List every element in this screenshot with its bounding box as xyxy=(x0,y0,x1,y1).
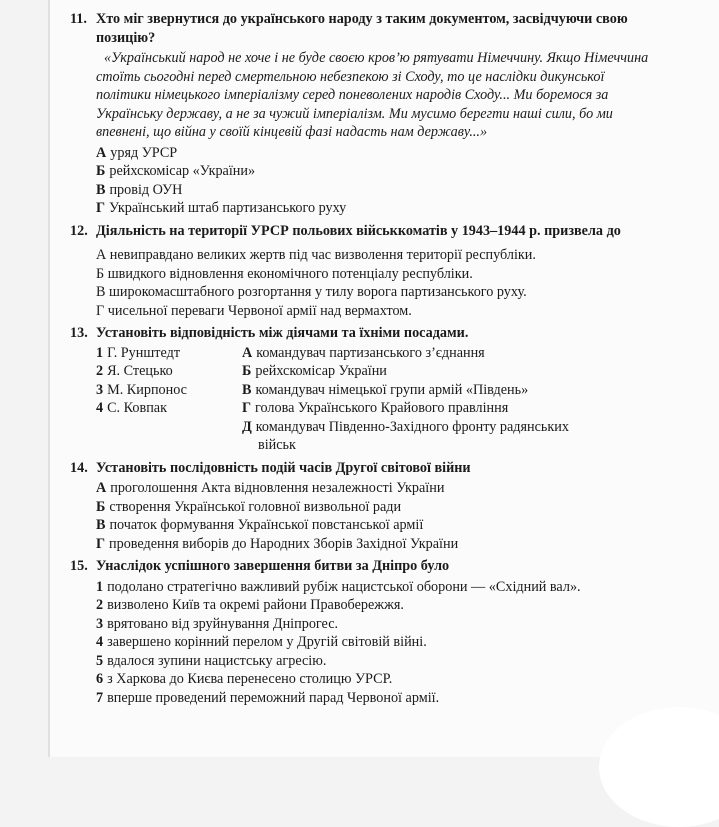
option-text: проголошення Акта відновлення незалежності України xyxy=(110,480,445,497)
post-item[interactable] xyxy=(242,362,642,381)
question-15 xyxy=(70,557,662,707)
option-text: провід ОУН xyxy=(109,181,183,198)
question-11-quote: «Український народ не хоче і не буде своєю кров’ю рятувати Німеччину. Якщо Німеччина стоїть сьогодні перед смертельною небезпекою зі Сходу, то це наслідки дикунської політики німецького імперіалізму серед поневолених народів Сходу... Ми боремося за Українську державу, а не за чужий імперіалізм. Ми мусимо берегти наші сили, бо ми впевнені, що війна у своїй кінцевій фазі надасть нам державу...» xyxy=(96,50,649,141)
option-number: 4 xyxy=(96,634,104,651)
option-letter: А xyxy=(96,144,107,161)
option-text: створення Української головної визвольної ради xyxy=(109,498,402,515)
question-13-title xyxy=(70,324,662,343)
post-text: командувач Південно-Західного фронту радянських xyxy=(255,418,569,435)
question-13 xyxy=(70,324,662,455)
option-letter: А xyxy=(96,480,107,497)
post-letter: Д xyxy=(242,418,252,435)
question-number: 14. xyxy=(70,459,88,476)
option-letter: Б xyxy=(96,498,106,515)
option-g[interactable] xyxy=(96,199,662,218)
option-text: врятовано від зруйнування Дніпрогес. xyxy=(107,615,339,632)
option-1[interactable] xyxy=(96,578,662,597)
question-12 xyxy=(70,222,662,321)
question-11-title xyxy=(70,10,662,47)
question-14 xyxy=(70,459,662,554)
option-2[interactable] xyxy=(96,596,662,615)
person-item[interactable] xyxy=(96,399,242,418)
option-letter: Г xyxy=(96,200,106,217)
question-number: 11. xyxy=(70,11,87,27)
test-questions xyxy=(70,10,662,707)
person-name: Г. Рунштедт xyxy=(107,344,181,361)
post-letter: Г xyxy=(242,400,252,417)
person-name: Я. Стецько xyxy=(107,363,173,380)
option-text: рейхскомісар «України» xyxy=(109,163,256,180)
post-text: рейхскомісар України xyxy=(255,363,387,380)
page-corner-curl xyxy=(599,707,719,827)
option-a[interactable]: А невиправдано великих жертв під час визволення території республіки. xyxy=(96,247,536,264)
person-number: 1 xyxy=(96,344,104,361)
person-item[interactable] xyxy=(96,381,242,400)
option-b[interactable]: Б швидкого відновлення економічного потенціалу республіки. xyxy=(96,265,473,282)
option-b[interactable] xyxy=(96,162,662,181)
option-text: подолано стратегічно важливий рубіж нацистської оборони — «Східний вал». xyxy=(107,578,581,595)
question-text: Установіть відповідність між діячами та їхніми посадами. xyxy=(96,325,469,342)
post-item[interactable] xyxy=(242,381,642,400)
post-item[interactable] xyxy=(242,418,642,437)
option-g[interactable] xyxy=(96,535,662,554)
option-text: вдалося зупини нацистську агресію. xyxy=(107,652,327,669)
option-number: 1 xyxy=(96,578,104,595)
option-letter: Г xyxy=(96,535,106,552)
question-number: 13. xyxy=(70,325,88,342)
question-text: Діяльність на території УРСР польових військкоматів у 1943–1944 р. призвела до xyxy=(96,222,621,239)
question-number: 12. xyxy=(70,222,88,239)
person-item[interactable] xyxy=(96,344,242,363)
option-letter: В xyxy=(96,181,106,198)
option-5[interactable] xyxy=(96,652,662,671)
question-11 xyxy=(70,10,662,218)
post-item[interactable] xyxy=(242,344,642,363)
question-12-options xyxy=(70,246,662,320)
option-text: з Харкова до Києва перенесено столицю УРСР. xyxy=(107,671,393,688)
post-text: командувач німецької групи армій «Південь» xyxy=(255,381,529,398)
post-item[interactable] xyxy=(242,399,642,418)
person-item[interactable] xyxy=(96,362,242,381)
post-item-continuation: військ xyxy=(258,437,296,454)
option-letter: Б xyxy=(96,163,106,180)
post-letter: А xyxy=(242,344,253,361)
option-4[interactable] xyxy=(96,633,662,652)
post-letter: Б xyxy=(242,363,252,380)
option-7[interactable] xyxy=(96,689,662,708)
option-letter: В xyxy=(96,517,106,534)
option-v[interactable] xyxy=(96,516,662,535)
option-v[interactable]: В широкомасштабного розгортання у тилу ворога партизанського руху. xyxy=(96,284,527,301)
matching-grid xyxy=(70,344,662,455)
person-number: 3 xyxy=(96,381,104,398)
question-14-title xyxy=(70,459,662,478)
posts-column xyxy=(242,344,642,455)
person-name: С. Ковпак xyxy=(107,400,167,417)
option-text: початок формування Української повстанської армії xyxy=(109,517,424,534)
option-number: 7 xyxy=(96,689,104,706)
option-text: проведення виборів до Народних Зборів Західної України xyxy=(109,535,459,552)
option-text: Український штаб партизанського руху xyxy=(109,200,347,217)
person-name: М. Кирпонос xyxy=(107,381,187,398)
question-text: Хто міг звернутися до українського народу з таким документом, засвідчуючи свою позицію? xyxy=(96,11,628,46)
option-text: вперше проведений переможний парад Червоної армії. xyxy=(107,689,440,706)
question-11-options xyxy=(70,144,662,218)
option-number: 2 xyxy=(96,597,104,614)
person-number: 2 xyxy=(96,363,104,380)
post-letter: В xyxy=(242,381,252,398)
option-v[interactable] xyxy=(96,181,662,200)
option-number: 6 xyxy=(96,671,104,688)
question-14-options xyxy=(70,479,662,553)
question-15-title xyxy=(70,557,662,576)
question-15-options xyxy=(70,578,662,708)
persons-column xyxy=(96,344,242,455)
option-text: уряд УРСР xyxy=(110,144,178,161)
option-a[interactable] xyxy=(96,479,662,498)
post-text: командувач партизанського з’єднання xyxy=(256,344,485,361)
option-g[interactable]: Г чисельної переваги Червоної армії над вермахтом. xyxy=(96,302,412,319)
option-a[interactable] xyxy=(96,144,662,163)
question-12-title xyxy=(70,222,662,241)
option-number: 3 xyxy=(96,615,104,632)
option-text: завершено корінний перелом у Другій світовій війні. xyxy=(107,634,427,651)
question-number: 15. xyxy=(70,558,88,575)
person-number: 4 xyxy=(96,400,104,417)
question-text: Установіть послідовність подій часів Другої світової війни xyxy=(96,459,471,476)
option-6[interactable] xyxy=(96,670,662,689)
option-b[interactable] xyxy=(96,498,662,517)
option-3[interactable] xyxy=(96,615,662,634)
option-number: 5 xyxy=(96,652,104,669)
page-edge xyxy=(48,0,50,757)
question-text: Унаслідок успішного завершення битви за Дніпро було xyxy=(96,558,450,575)
post-text: голова Українського Крайового правління xyxy=(255,400,509,417)
option-text: визволено Київ та окремі райони Правобережжя. xyxy=(107,597,404,614)
